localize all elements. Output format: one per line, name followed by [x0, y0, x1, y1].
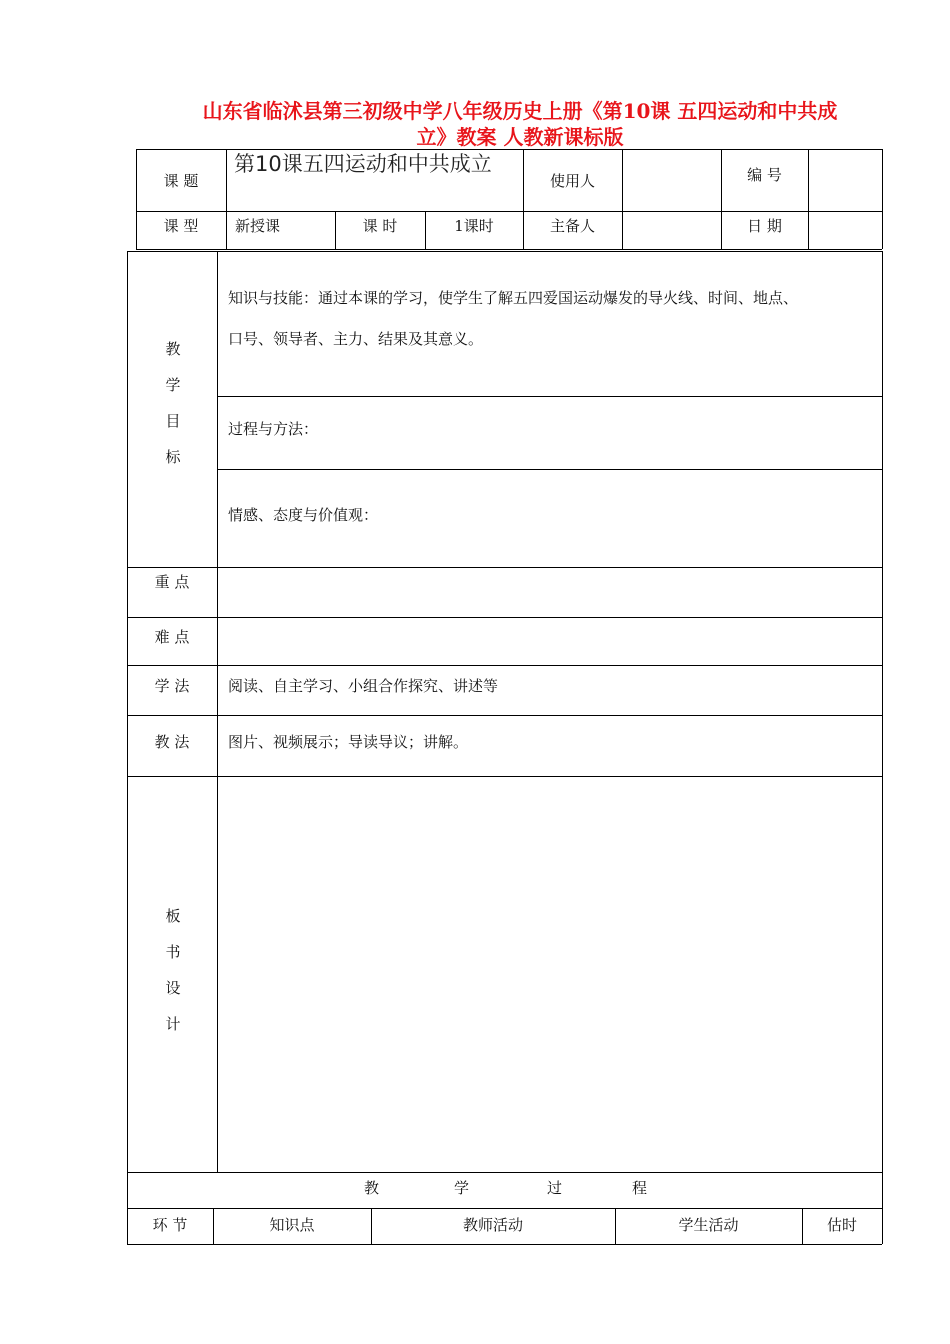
column-header-stage: 环 节	[152, 1216, 188, 1234]
learning-method-value: 阅读、自主学习、小组合作探究、讲述等	[228, 677, 499, 695]
goals-label-char: 标	[165, 448, 181, 466]
type-value: 新授课	[235, 217, 281, 235]
process-heading-char: 学	[454, 1179, 470, 1197]
column-header-time: 估时	[826, 1216, 857, 1234]
goals-label-char: 目	[165, 412, 181, 430]
process-goal: 过程与方法：	[228, 420, 319, 438]
column-header-student: 学生活动	[678, 1216, 739, 1234]
document-title-line2: 立》教案 人教新课标版	[416, 125, 624, 149]
document-title	[150, 98, 890, 150]
user-label: 使用人	[549, 172, 595, 190]
board-label-char: 设	[165, 979, 181, 997]
board-design-label	[163, 898, 183, 1042]
board-label-char: 板	[165, 907, 181, 925]
goals-label-char: 教	[165, 340, 181, 358]
board-label-char: 书	[165, 943, 181, 961]
goals-label-char: 学	[165, 376, 181, 394]
column-header-teacher: 教师活动	[462, 1216, 523, 1234]
process-heading-char: 过	[547, 1179, 563, 1197]
emotion-goal: 情感、态度与价值观：	[228, 506, 379, 524]
process-heading-char: 教	[364, 1179, 380, 1197]
knowledge-goal-line1: 知识与技能：通过本课的学习，使学生了解五四爱国运动爆发的导火线、时间、地点、	[228, 289, 799, 307]
hours-label: 课 时	[362, 217, 398, 235]
date-label: 日 期	[747, 217, 782, 235]
document-title-line1: 山东省临沭县第三初级中学八年级历史上册《第10课 五四运动和中共成	[202, 99, 838, 123]
learning-method-label: 学 法	[154, 677, 190, 695]
process-heading-char: 程	[632, 1179, 648, 1197]
column-header-knowledge: 知识点	[269, 1216, 315, 1234]
goals-label	[163, 331, 183, 475]
preparer-label: 主备人	[549, 217, 595, 235]
topic-label: 课 题	[163, 172, 199, 190]
teaching-method-label: 教 法	[154, 733, 190, 751]
difficulty-label: 难 点	[154, 628, 190, 646]
teaching-method-value: 图片、视频展示；导读导议；讲解。	[228, 733, 469, 751]
key-point-label: 重 点	[154, 573, 190, 591]
number-label: 编 号	[747, 166, 782, 184]
board-label-char: 计	[165, 1015, 181, 1033]
type-label: 课 型	[163, 217, 199, 235]
knowledge-goal-line2: 口号、领导者、主力、结果及其意义。	[228, 330, 484, 348]
hours-value: 1课时	[454, 217, 494, 235]
topic-value: 第10课五四运动和中共成立	[234, 152, 492, 176]
